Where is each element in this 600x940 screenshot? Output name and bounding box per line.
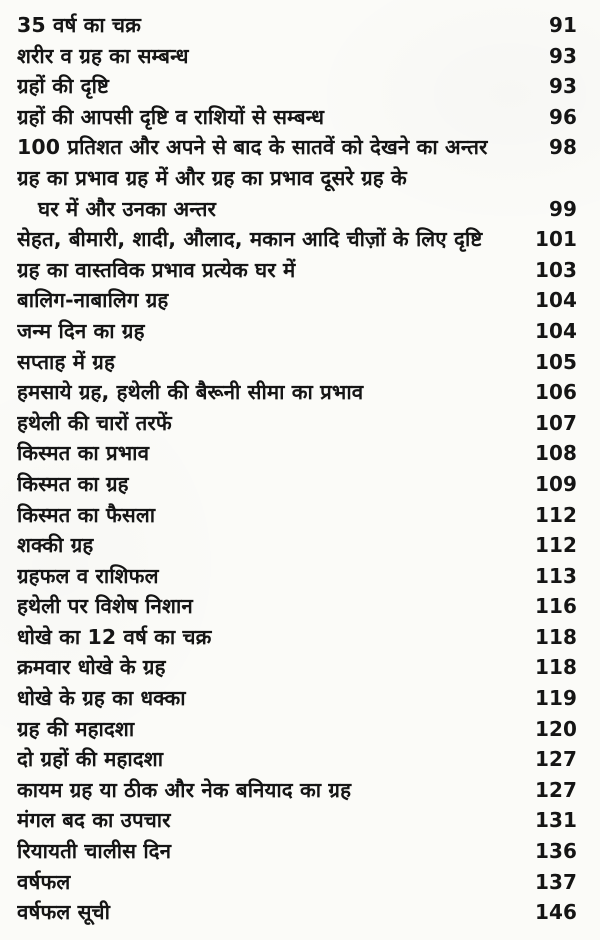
toc-entry-title: हथेली की चारों तरफें	[17, 410, 172, 435]
toc-entry	[0, 897, 600, 928]
toc-entry	[0, 561, 600, 592]
toc-entry	[0, 255, 600, 286]
toc-entry-title: घर में और उनका अन्तर	[38, 196, 216, 221]
toc-entry-page-number: 127	[534, 747, 577, 772]
toc-entry	[0, 71, 600, 102]
toc-entry	[0, 591, 600, 622]
toc-entry-page-number: 131	[534, 808, 577, 833]
toc-entry-title: हथेली पर विशेष निशान	[17, 594, 193, 619]
toc-entry	[0, 714, 600, 745]
toc-entry	[0, 744, 600, 775]
toc-entry-title: धोखे का 12 वर्ष का चक्र	[17, 624, 212, 649]
toc-entry	[0, 316, 600, 347]
toc-entry-page-number: 105	[534, 349, 577, 374]
toc-entry	[0, 469, 600, 500]
toc-entry-title: किस्मत का प्रभाव	[17, 441, 150, 466]
toc-entry	[0, 775, 600, 806]
toc-entry-title: ग्रह का प्रभाव ग्रह में और ग्रह का प्रभाव दूसरे ग्रह के	[17, 165, 407, 190]
toc-entry-title: किस्मत का फैसला	[17, 502, 156, 527]
toc-entry	[0, 224, 600, 255]
toc-entry-title: वर्षफल	[17, 869, 71, 894]
toc-entry-title: शक्की ग्रह	[17, 533, 94, 558]
toc-entry-page-number: 109	[534, 471, 577, 496]
toc-entry	[0, 530, 600, 561]
toc-entry-title: धोखे के ग्रह का धक्का	[17, 686, 186, 711]
toc-entry-title: हमसाये ग्रह, हथेली की बैरूनी सीमा का प्रभाव	[17, 380, 364, 405]
toc-entry-title: ग्रह का वास्तविक प्रभाव प्रत्येक घर में	[17, 257, 296, 282]
toc-entry-title: मंगल बद का उपचार	[17, 808, 171, 833]
toc-entry-title: सेहत, बीमारी, शादी, औलाद, मकान आदि चीज़ों के लिए दृष्टि	[17, 227, 483, 252]
toc-entry-title: वर्षफल सूची	[17, 900, 110, 925]
toc-entry-title: 35 वर्ष का चक्र	[17, 13, 142, 37]
toc-entry-page-number: 93	[548, 43, 577, 68]
toc-entry-title: सप्ताह में ग्रह	[17, 349, 115, 374]
toc-entry-page-number: 137	[534, 869, 577, 894]
toc-entry-page-number: 146	[534, 900, 577, 925]
toc-entry-page-number: 118	[534, 655, 577, 680]
toc-entry	[0, 163, 600, 194]
toc-entry	[0, 408, 600, 439]
toc-entry-title: बालिग-नाबालिग ग्रह	[17, 288, 169, 313]
toc-entry-page-number: 107	[534, 410, 577, 435]
toc-entry	[0, 683, 600, 714]
toc-entry	[0, 10, 600, 41]
toc-entry-title: ग्रहों की आपसी दृष्टि व राशियों से सम्बन्ध	[17, 104, 325, 129]
toc-entry	[0, 41, 600, 72]
toc-entry-page-number: 113	[534, 563, 577, 588]
toc-entry-page-number: 104	[534, 318, 577, 343]
toc-entry	[0, 102, 600, 133]
toc-entry-page-number: 119	[534, 686, 577, 711]
toc-entry-title: ग्रह की महादशा	[17, 716, 135, 741]
toc-entry-title: ग्रहों की दृष्टि	[17, 74, 109, 99]
toc-list	[0, 10, 600, 928]
toc-entry-title: कायम ग्रह या ठीक और नेक बनियाद का ग्रह	[17, 777, 352, 802]
toc-entry-page-number: 103	[534, 257, 577, 282]
toc-entry	[0, 194, 600, 225]
toc-entry-page-number: 101	[534, 227, 577, 252]
toc-entry-title: जन्म दिन का ग्रह	[17, 318, 145, 343]
toc-entry-title: रियायती चालीस दिन	[17, 839, 172, 864]
toc-entry-title: शरीर व ग्रह का सम्बन्ध	[17, 43, 189, 68]
toc-entry-page-number: 127	[534, 777, 577, 802]
toc-entry	[0, 500, 600, 531]
toc-entry-page-number: 136	[534, 839, 577, 864]
toc-entry-page-number: 120	[534, 716, 577, 741]
toc-entry-page-number: 112	[534, 502, 577, 527]
toc-entry-title: किस्मत का ग्रह	[17, 471, 129, 496]
toc-entry-page-number: 96	[548, 104, 577, 129]
toc-entry	[0, 347, 600, 378]
toc-entry	[0, 867, 600, 898]
toc-entry-title: दो ग्रहों की महादशा	[17, 747, 164, 772]
toc-entry-title: क्रमवार धोखे के ग्रह	[17, 655, 166, 680]
toc-entry-page-number: 106	[534, 380, 577, 405]
toc-entry-page-number: 99	[548, 196, 577, 221]
toc-entry	[0, 377, 600, 408]
toc-entry	[0, 805, 600, 836]
toc-entry-page-number: 116	[534, 594, 577, 619]
toc-entry-page-number: 93	[548, 74, 577, 99]
toc-entry-title: ग्रहफल व राशिफल	[17, 563, 159, 588]
toc-entry-page-number: 118	[534, 624, 577, 649]
toc-entry-page-number: 91	[548, 13, 577, 37]
toc-entry	[0, 836, 600, 867]
toc-entry	[0, 438, 600, 469]
toc-entry-page-number: 98	[548, 135, 577, 160]
toc-entry	[0, 652, 600, 683]
toc-entry-title: 100 प्रतिशत और अपने से बाद के सातवें को देखने का अन्तर	[17, 135, 488, 160]
toc-entry-page-number: 104	[534, 288, 577, 313]
toc-entry	[0, 622, 600, 653]
toc-entry	[0, 132, 600, 163]
toc-entry-page-number: 108	[534, 441, 577, 466]
toc-entry-page-number: 112	[534, 533, 577, 558]
toc-entry	[0, 285, 600, 316]
